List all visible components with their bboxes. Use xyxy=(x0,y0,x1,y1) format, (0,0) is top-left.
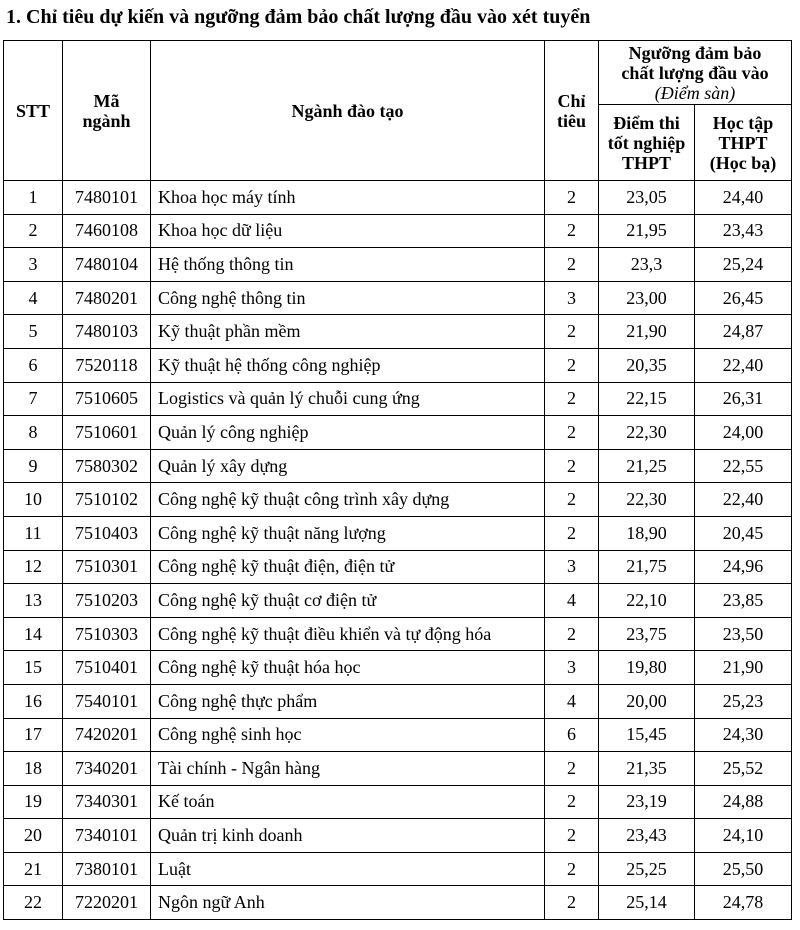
cell-major-name: Khoa học dữ liệu xyxy=(151,214,545,248)
header-major-code-line1: Mã xyxy=(93,90,120,111)
header-exam-line2: tốt nghiệp xyxy=(607,132,686,153)
cell-major-name: Công nghệ kỹ thuật điều khiển và tự động hóa xyxy=(151,617,545,651)
cell-transcript-score: 24,10 xyxy=(695,819,792,853)
cell-major-code: 7510605 xyxy=(63,382,151,416)
header-major-code xyxy=(63,41,151,181)
table-row xyxy=(4,483,792,517)
cell-quota: 2 xyxy=(545,852,599,886)
cell-major-name: Công nghệ kỹ thuật công trình xây dựng xyxy=(151,483,545,517)
cell-transcript-score: 25,24 xyxy=(695,248,792,282)
cell-major-name: Công nghệ kỹ thuật hóa học xyxy=(151,651,545,685)
cell-transcript-score: 25,23 xyxy=(695,684,792,718)
cell-quota: 6 xyxy=(545,718,599,752)
admission-table xyxy=(3,40,792,920)
cell-stt: 3 xyxy=(4,248,63,282)
cell-major-code: 7510303 xyxy=(63,617,151,651)
cell-exam-score: 21,75 xyxy=(599,550,695,584)
header-transcript-line1: Học tập xyxy=(712,112,774,133)
header-quota-line1: Chỉ xyxy=(557,90,586,111)
cell-major-name: Công nghệ kỹ thuật năng lượng xyxy=(151,516,545,550)
cell-major-name: Logistics và quản lý chuỗi cung ứng xyxy=(151,382,545,416)
cell-major-name: Công nghệ thông tin xyxy=(151,281,545,315)
cell-stt: 5 xyxy=(4,315,63,349)
table-row xyxy=(4,852,792,886)
cell-stt: 18 xyxy=(4,752,63,786)
cell-major-code: 7510301 xyxy=(63,550,151,584)
cell-major-code: 7580302 xyxy=(63,449,151,483)
cell-major-name: Quản trị kinh doanh xyxy=(151,819,545,853)
table-row xyxy=(4,785,792,819)
header-transcript-line3: (Học bạ) xyxy=(709,152,777,173)
cell-stt: 17 xyxy=(4,718,63,752)
cell-quota: 2 xyxy=(545,382,599,416)
header-stt xyxy=(4,41,63,181)
cell-stt: 14 xyxy=(4,617,63,651)
cell-transcript-score: 24,78 xyxy=(695,886,792,920)
cell-exam-score: 20,00 xyxy=(599,684,695,718)
cell-major-code: 7480101 xyxy=(63,181,151,215)
table-row xyxy=(4,181,792,215)
cell-major-code: 7510403 xyxy=(63,516,151,550)
cell-major-code: 7510401 xyxy=(63,651,151,685)
cell-transcript-score: 23,85 xyxy=(695,584,792,618)
cell-major-name: Công nghệ kỹ thuật cơ điện tử xyxy=(151,584,545,618)
cell-major-code: 7380101 xyxy=(63,852,151,886)
cell-transcript-score: 21,90 xyxy=(695,651,792,685)
table-header xyxy=(4,41,792,181)
cell-quota: 2 xyxy=(545,214,599,248)
header-exam-line1: Điểm thi xyxy=(613,112,680,133)
cell-stt: 20 xyxy=(4,819,63,853)
cell-transcript-score: 26,45 xyxy=(695,281,792,315)
cell-quota: 2 xyxy=(545,449,599,483)
cell-quota: 2 xyxy=(545,416,599,450)
header-transcript-line2: THPT xyxy=(718,132,768,153)
cell-stt: 10 xyxy=(4,483,63,517)
cell-stt: 13 xyxy=(4,584,63,618)
cell-major-name: Kỹ thuật hệ thống công nghiệp xyxy=(151,348,545,382)
table-row xyxy=(4,752,792,786)
cell-major-name: Quản lý xây dựng xyxy=(151,449,545,483)
header-major-name-label: Ngành đào tạo xyxy=(291,100,404,121)
header-quota xyxy=(545,41,599,181)
cell-stt: 22 xyxy=(4,886,63,920)
cell-transcript-score: 24,88 xyxy=(695,785,792,819)
cell-stt: 2 xyxy=(4,214,63,248)
cell-transcript-score: 26,31 xyxy=(695,382,792,416)
cell-exam-score: 23,19 xyxy=(599,785,695,819)
table-row xyxy=(4,248,792,282)
cell-transcript-score: 25,50 xyxy=(695,852,792,886)
cell-stt: 16 xyxy=(4,684,63,718)
cell-major-name: Ngôn ngữ Anh xyxy=(151,886,545,920)
header-quota-line2: tiêu xyxy=(557,110,586,131)
table-row xyxy=(4,684,792,718)
cell-exam-score: 23,3 xyxy=(599,248,695,282)
table-row xyxy=(4,651,792,685)
cell-stt: 7 xyxy=(4,382,63,416)
cell-major-code: 7420201 xyxy=(63,718,151,752)
cell-quota: 3 xyxy=(545,651,599,685)
header-major-code-line2: ngành xyxy=(82,110,131,131)
cell-transcript-score: 20,45 xyxy=(695,516,792,550)
table-row xyxy=(4,617,792,651)
table-row xyxy=(4,516,792,550)
cell-major-name: Khoa học máy tính xyxy=(151,181,545,215)
cell-major-code: 7340101 xyxy=(63,819,151,853)
cell-stt: 4 xyxy=(4,281,63,315)
cell-exam-score: 21,25 xyxy=(599,449,695,483)
cell-major-name: Công nghệ sinh học xyxy=(151,718,545,752)
table-row xyxy=(4,449,792,483)
table-row xyxy=(4,281,792,315)
cell-exam-score: 25,25 xyxy=(599,852,695,886)
cell-exam-score: 22,30 xyxy=(599,483,695,517)
cell-transcript-score: 22,55 xyxy=(695,449,792,483)
header-threshold xyxy=(599,41,792,105)
cell-exam-score: 18,90 xyxy=(599,516,695,550)
table-row xyxy=(4,550,792,584)
cell-quota: 2 xyxy=(545,516,599,550)
cell-major-code: 7510601 xyxy=(63,416,151,450)
table-row xyxy=(4,382,792,416)
cell-exam-score: 21,90 xyxy=(599,315,695,349)
cell-transcript-score: 24,40 xyxy=(695,181,792,215)
cell-transcript-score: 25,52 xyxy=(695,752,792,786)
cell-transcript-score: 24,96 xyxy=(695,550,792,584)
table-row xyxy=(4,819,792,853)
cell-quota: 2 xyxy=(545,181,599,215)
cell-quota: 2 xyxy=(545,785,599,819)
cell-quota: 4 xyxy=(545,584,599,618)
cell-major-name: Công nghệ thực phẩm xyxy=(151,684,545,718)
header-exam-line3: THPT xyxy=(621,152,671,173)
cell-quota: 2 xyxy=(545,315,599,349)
header-major-name xyxy=(151,41,545,181)
cell-quota: 2 xyxy=(545,752,599,786)
cell-exam-score: 23,00 xyxy=(599,281,695,315)
cell-major-code: 7340301 xyxy=(63,785,151,819)
cell-quota: 2 xyxy=(545,348,599,382)
header-threshold-line2: chất lượng đầu vào xyxy=(621,62,769,83)
header-row-top xyxy=(4,41,792,105)
table-body xyxy=(4,181,792,920)
cell-quota: 2 xyxy=(545,819,599,853)
cell-exam-score: 25,14 xyxy=(599,886,695,920)
cell-major-code: 7460108 xyxy=(63,214,151,248)
cell-exam-score: 22,30 xyxy=(599,416,695,450)
cell-quota: 2 xyxy=(545,617,599,651)
cell-major-name: Quản lý công nghiệp xyxy=(151,416,545,450)
cell-exam-score: 22,15 xyxy=(599,382,695,416)
cell-major-code: 7510102 xyxy=(63,483,151,517)
table-row xyxy=(4,886,792,920)
table-row xyxy=(4,584,792,618)
cell-stt: 9 xyxy=(4,449,63,483)
cell-exam-score: 19,80 xyxy=(599,651,695,685)
cell-exam-score: 21,35 xyxy=(599,752,695,786)
cell-stt: 21 xyxy=(4,852,63,886)
section-title: 1. Chỉ tiêu dự kiến và ngưỡng đảm bảo chất lượng đầu vào xét tuyển xyxy=(6,6,591,28)
cell-exam-score: 23,43 xyxy=(599,819,695,853)
cell-stt: 1 xyxy=(4,181,63,215)
cell-quota: 2 xyxy=(545,483,599,517)
cell-transcript-score: 24,00 xyxy=(695,416,792,450)
cell-exam-score: 21,95 xyxy=(599,214,695,248)
cell-exam-score: 23,05 xyxy=(599,181,695,215)
cell-quota: 3 xyxy=(545,550,599,584)
table-row xyxy=(4,718,792,752)
cell-major-code: 7480104 xyxy=(63,248,151,282)
cell-exam-score: 15,45 xyxy=(599,718,695,752)
cell-transcript-score: 24,87 xyxy=(695,315,792,349)
cell-quota: 2 xyxy=(545,886,599,920)
cell-transcript-score: 23,50 xyxy=(695,617,792,651)
cell-major-code: 7540101 xyxy=(63,684,151,718)
header-exam-score xyxy=(599,105,695,181)
cell-quota: 3 xyxy=(545,281,599,315)
cell-major-code: 7520118 xyxy=(63,348,151,382)
cell-major-name: Tài chính - Ngân hàng xyxy=(151,752,545,786)
cell-major-code: 7480103 xyxy=(63,315,151,349)
cell-stt: 12 xyxy=(4,550,63,584)
cell-stt: 15 xyxy=(4,651,63,685)
cell-major-code: 7340201 xyxy=(63,752,151,786)
header-threshold-line1: Ngưỡng đảm bảo xyxy=(628,42,762,63)
cell-major-code: 7510203 xyxy=(63,584,151,618)
cell-stt: 8 xyxy=(4,416,63,450)
table-row xyxy=(4,416,792,450)
cell-stt: 11 xyxy=(4,516,63,550)
cell-major-code: 7220201 xyxy=(63,886,151,920)
cell-exam-score: 23,75 xyxy=(599,617,695,651)
table-row xyxy=(4,315,792,349)
cell-major-name: Kỹ thuật phần mềm xyxy=(151,315,545,349)
cell-major-code: 7480201 xyxy=(63,281,151,315)
cell-major-name: Hệ thống thông tin xyxy=(151,248,545,282)
cell-transcript-score: 24,30 xyxy=(695,718,792,752)
header-transcript-score xyxy=(695,105,792,181)
cell-quota: 4 xyxy=(545,684,599,718)
cell-transcript-score: 23,43 xyxy=(695,214,792,248)
cell-exam-score: 22,10 xyxy=(599,584,695,618)
cell-transcript-score: 22,40 xyxy=(695,483,792,517)
cell-transcript-score: 22,40 xyxy=(695,348,792,382)
table-row xyxy=(4,348,792,382)
cell-exam-score: 20,35 xyxy=(599,348,695,382)
cell-major-name: Luật xyxy=(151,852,545,886)
cell-major-name: Công nghệ kỹ thuật điện, điện tử xyxy=(151,550,545,584)
cell-major-name: Kế toán xyxy=(151,785,545,819)
cell-stt: 6 xyxy=(4,348,63,382)
header-stt-label: STT xyxy=(15,100,51,121)
header-threshold-note: (Điểm sàn) xyxy=(654,82,736,103)
table-row xyxy=(4,214,792,248)
cell-quota: 2 xyxy=(545,248,599,282)
cell-stt: 19 xyxy=(4,785,63,819)
